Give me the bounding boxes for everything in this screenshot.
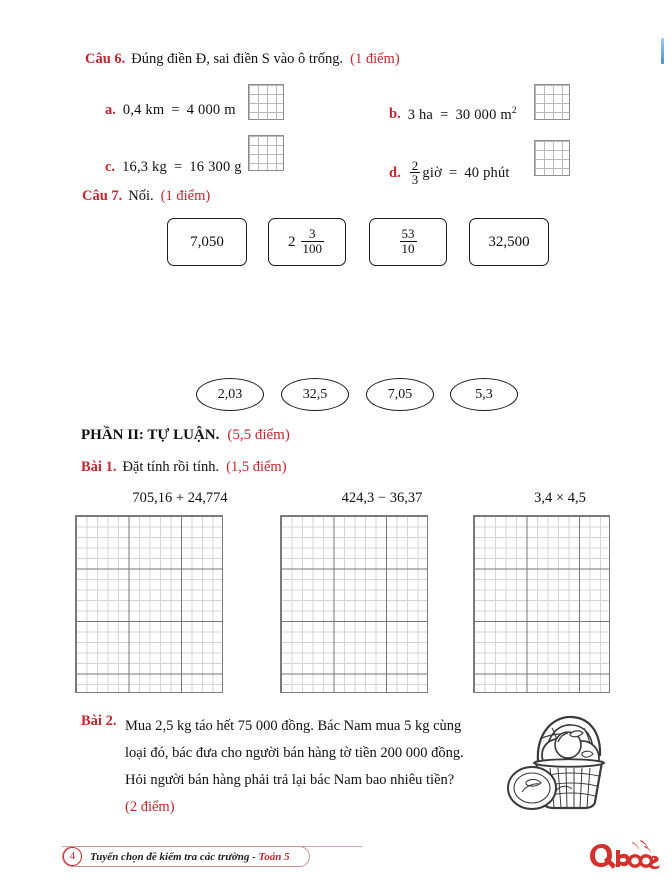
footer-series-title: Tuyển chọn đề kiểm tra các trường - [90, 851, 259, 863]
part-2-heading [81, 427, 290, 444]
match-oval-1-value: 2,03 [217, 386, 243, 402]
item-d-tag: d. [389, 165, 401, 182]
part-2-title: PHẦN II: TỰ LUẬN. [81, 427, 220, 443]
match-oval-4[interactable] [450, 378, 518, 411]
match-box-2-fraction [301, 227, 325, 255]
footer-text [90, 851, 290, 863]
match-box-3-numerator: 53 [401, 226, 415, 242]
answer-box-b[interactable] [534, 84, 570, 120]
page-edge-artifact [661, 38, 664, 64]
match-oval-2[interactable] [281, 378, 349, 411]
question-6-prompt: Đúng điền Đ, sai điền S vào ô trống. [131, 51, 344, 67]
question-6-item-a [105, 102, 236, 119]
match-box-2-denominator: 100 [302, 240, 322, 256]
match-oval-1[interactable] [196, 378, 264, 411]
item-a-right: 4 000 m [186, 102, 236, 118]
question-6-points: (1 điểm) [350, 51, 400, 67]
item-c-op: = [173, 159, 183, 175]
bai-2-text [125, 713, 464, 821]
bai-2-points: (2 điểm) [125, 799, 175, 815]
part-2-points: (5,5 điểm) [227, 427, 290, 443]
work-area-3[interactable] [473, 515, 610, 693]
bai-2-line-1: Mua 2,5 kg táo hết 75 000 đồng. Bác Nam mua 5 kg cùng [125, 718, 462, 734]
item-b-left: 3 ha [407, 106, 434, 123]
expression-1: 705,16 + 24,774 [132, 490, 228, 506]
bai-2-line-3: Hỏi người bán hàng phải trả lại bác Nam bao nhiêu tiền? [125, 772, 455, 788]
question-7-label: Câu 7. [82, 188, 123, 204]
item-a-op: = [171, 102, 180, 118]
match-oval-2-value: 32,5 [302, 386, 328, 402]
item-d-right: 40 phút [464, 165, 510, 182]
item-b-op: = [440, 106, 449, 123]
item-b-right: 30 000 m [455, 106, 512, 123]
match-oval-3-value: 7,05 [387, 386, 413, 402]
match-oval-3[interactable] [366, 378, 434, 411]
bai-2-line-2: loại đó, bác đưa cho người bán hàng tờ tiền 200 000 đồng. [125, 745, 464, 761]
question-6-item-c [105, 159, 242, 176]
match-box-4-value: 32,500 [488, 233, 530, 250]
item-d-unit: giờ [422, 165, 442, 182]
work-area-1[interactable] [75, 515, 223, 693]
match-box-2-whole: 2 [288, 233, 296, 250]
match-oval-4-value: 5,3 [475, 386, 493, 402]
question-6-item-b [389, 106, 517, 124]
match-box-3-fraction [400, 227, 417, 255]
question-7-points: (1 điểm) [160, 188, 211, 204]
item-b-tag: b. [389, 106, 401, 123]
basket-of-apples-icon [500, 706, 625, 817]
question-7-header [82, 188, 210, 205]
match-box-1-value: 7,050 [190, 233, 224, 250]
match-box-3-denominator: 10 [401, 240, 415, 256]
item-d-denominator: 3 [411, 172, 419, 188]
item-c-left: 16,3 kg [122, 159, 167, 175]
bai-2-label: Bài 2. [81, 713, 117, 729]
match-box-1[interactable] [167, 218, 247, 266]
expression-2: 424,3 − 36,37 [341, 490, 423, 506]
item-a-tag: a. [105, 102, 116, 118]
answer-box-d[interactable] [534, 140, 570, 176]
footer-subject: Toán 5 [258, 851, 290, 863]
item-c-right: 16 300 g [189, 159, 242, 175]
question-7-prompt: Nối. [128, 188, 154, 204]
question-6-header [85, 51, 400, 68]
item-a-left: 0,4 km [122, 102, 165, 118]
match-box-4[interactable] [469, 218, 549, 266]
bai-1-label: Bài 1. [81, 459, 117, 475]
match-box-2[interactable] [268, 218, 346, 266]
item-b-exponent: 2 [511, 106, 517, 116]
match-box-3[interactable] [369, 218, 447, 266]
item-c-tag: c. [105, 159, 116, 175]
match-box-2-numerator: 3 [309, 226, 316, 242]
page-number: 4 [63, 847, 82, 866]
item-d-fraction [410, 159, 421, 187]
expression-3: 3,4 × 4,5 [534, 490, 586, 506]
bai-1-points: (1,5 điểm) [226, 459, 287, 475]
question-6-label: Câu 6. [85, 51, 126, 67]
question-6-item-d [389, 160, 510, 188]
bai-1-header [81, 459, 287, 476]
bai-1-prompt: Đặt tính rồi tính. [122, 459, 220, 475]
qbooks-logo [589, 836, 661, 877]
answer-box-c[interactable] [248, 135, 284, 171]
item-d-op: = [448, 165, 458, 182]
work-area-2[interactable] [280, 515, 428, 693]
answer-box-a[interactable] [248, 84, 284, 120]
item-d-numerator: 2 [411, 158, 419, 173]
